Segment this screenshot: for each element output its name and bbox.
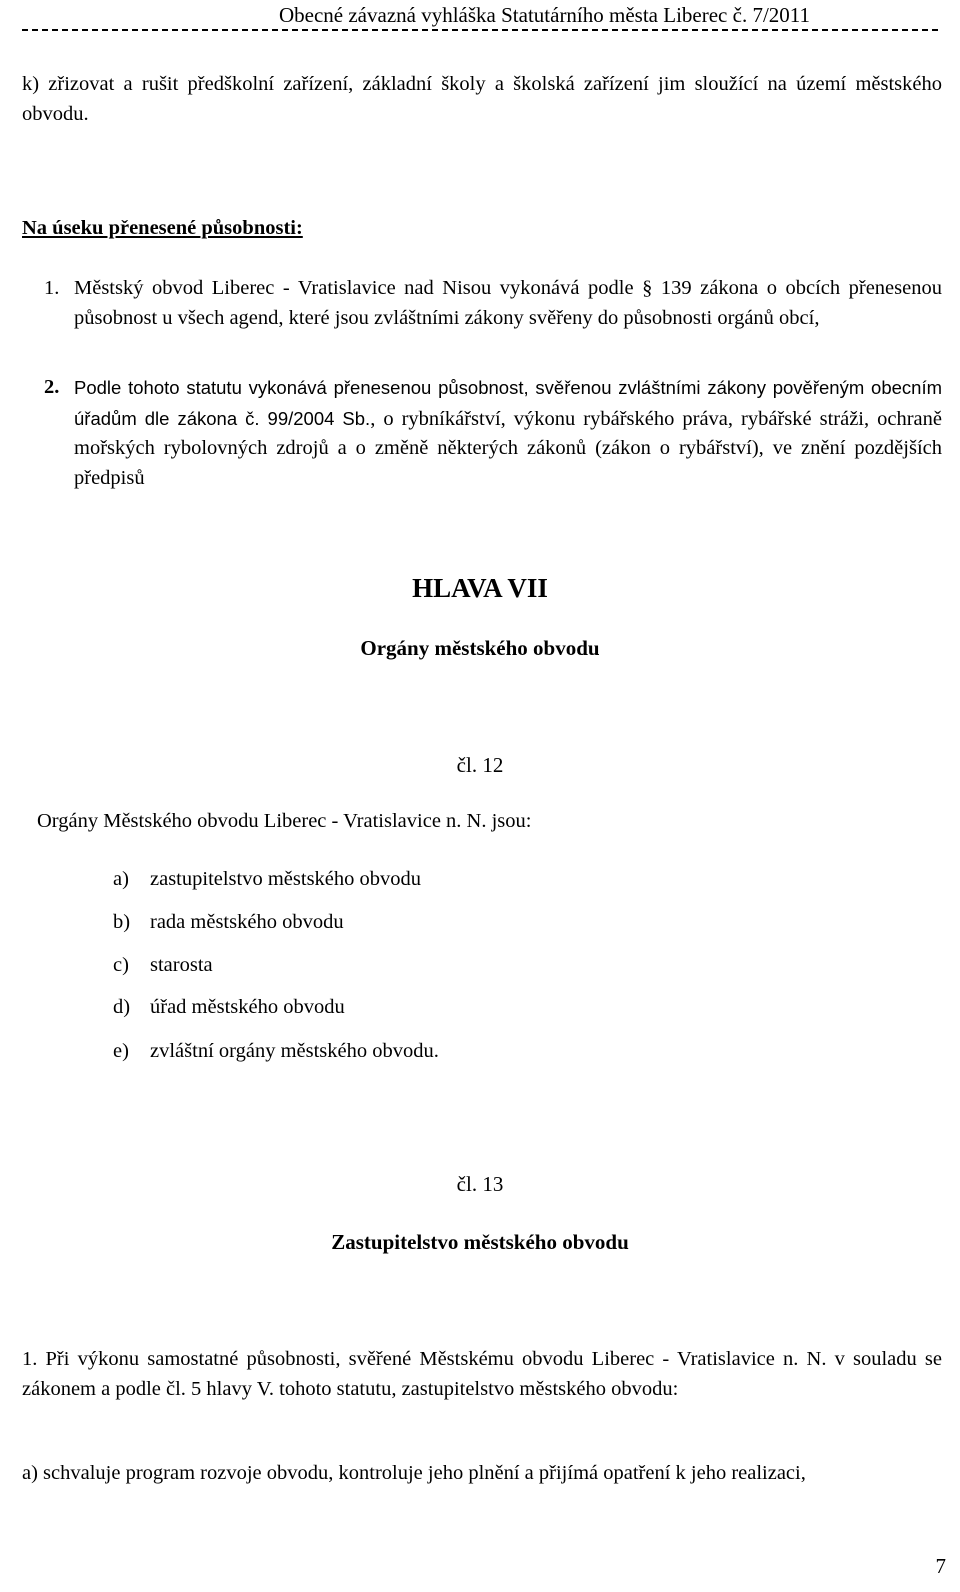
article-13-paragraph-1: 1. Při výkonu samostatné působnosti, svěřené Městskému obvodu Liberec - Vratislavice n. N. v souladu se zákonem a podle čl. 5 hlavy V. tohoto statutu, zastupitelstvo městského obvodu: <box>22 1348 942 1400</box>
list-item-label: b) <box>113 911 131 933</box>
list-item <box>113 911 344 934</box>
article-12-label: čl. 12 <box>456 753 504 777</box>
list-item-text: rada městského obvodu <box>150 911 344 933</box>
list-item-text: zastupitelstvo městského obvodu <box>150 868 422 890</box>
list-item-label: e) <box>113 1040 129 1062</box>
list-item-text: starosta <box>150 954 213 976</box>
item-text: Městský obvod Liberec - Vratislavice nad Nisou vykonává podle § 139 zákona o obcích přenesenou působnost u všech agend, které jsou zvláštními zákony svěřeny do působnosti orgánů obcí, <box>74 277 942 329</box>
list-item-label: a) <box>113 868 129 890</box>
page-number: 7 <box>935 1554 946 1578</box>
list-item-text: úřad městského obvodu <box>150 996 345 1018</box>
list-item <box>113 954 213 977</box>
list-item <box>113 1040 439 1063</box>
item-text: Podle tohoto statutu vykonává přenesenou působnost, svěřenou zvláštními zákony pověřeným obecním úřadům dle zákona č. 99/2004 Sb. <box>74 377 942 429</box>
list-item-text: zvláštní orgány městského obvodu. <box>150 1040 439 1062</box>
article-12-intro: Orgány Městského obvodu Liberec - Vratislavice n. N. jsou: <box>37 810 532 832</box>
list-item-label: c) <box>113 954 129 976</box>
item-text-continued: , o rybníkářství, výkonu rybářského práva, rybářské stráži, ochraně mořských rybolovných zdrojů a o změně některých zákonů (zákon o rybářství), ve znění pozdějších předpisů <box>74 407 942 489</box>
transferred-item-2 <box>44 373 942 493</box>
list-item-label: d) <box>113 996 131 1018</box>
transferred-item-1 <box>44 274 942 333</box>
list-item <box>113 996 345 1019</box>
document-header-title: Obecné závazná vyhláška Statutárního města Liberec č. 7/2011 <box>278 3 810 27</box>
section-heading: Na úseku přenesené působnosti: <box>22 217 303 239</box>
list-item <box>113 868 421 891</box>
article-13-paragraph-2: a) schvaluje program rozvoje obvodu, kontroluje jeho plnění a přijímá opatření k jeho realizaci, <box>22 1462 806 1484</box>
chapter-subtitle: Orgány městského obvodu <box>360 636 600 660</box>
item-number: 1. <box>44 277 60 299</box>
header-dashed-rule <box>22 29 938 31</box>
chapter-title: HLAVA VII <box>412 573 548 603</box>
intro-item-k: k) zřizovat a rušit předškolní zařízení, základní školy a školská zařízení jim sloužící na území městského obvodu. <box>22 73 942 125</box>
article-13-label: čl. 13 <box>456 1172 504 1196</box>
item-number: 2. <box>44 376 60 398</box>
article-13-title: Zastupitelstvo městského obvodu <box>331 1230 629 1254</box>
